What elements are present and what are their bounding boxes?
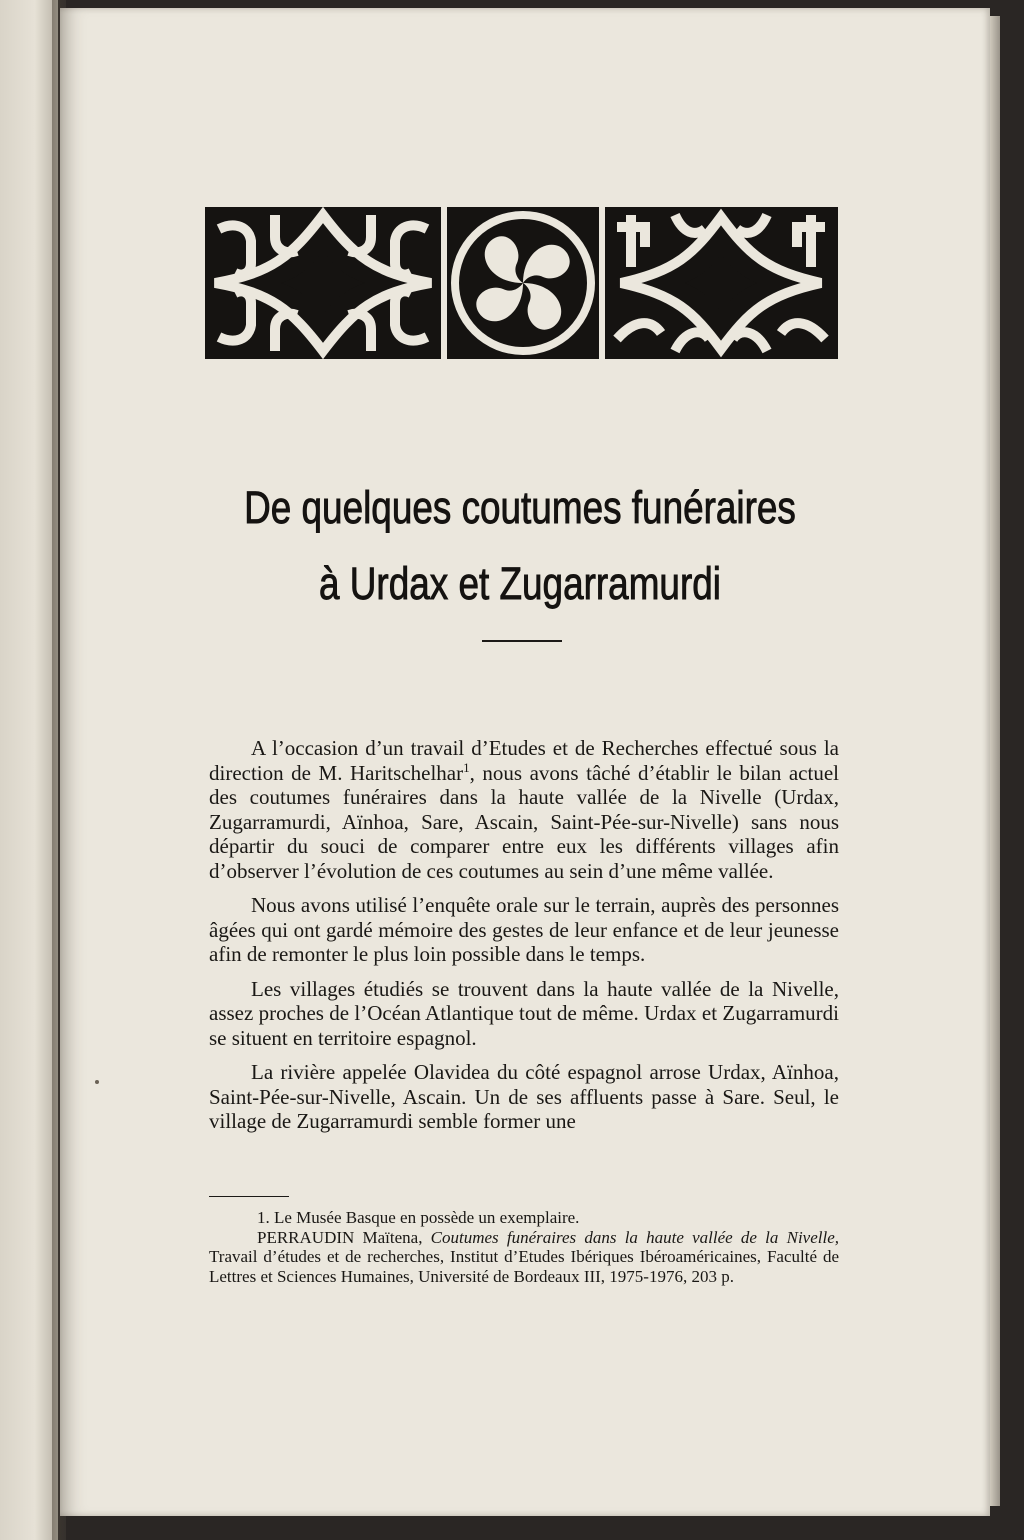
title-line-2: à Urdax et Zugarramurdi	[319, 558, 721, 609]
paragraph-1-text-b: , nous avons tâché d’établir le bilan actuel des coutumes funéraires dans la haute vallée de la Nivelle (Urdax, Zugarramurdi, Aïnhoa, Sare, Ascain, Saint-Pée-sur-Nivelle) sans nous départir du souci de comparer entre eux les différents villages afin d’observer l’évolution de ces coutumes au sein d’une même vallée.	[209, 760, 839, 883]
footnote-2-title: Coutumes funéraires dans la haute vallée de la Nivelle,	[430, 1227, 840, 1247]
footnote-2	[209, 1228, 839, 1287]
paragraph-1	[209, 736, 839, 883]
footnote-rule	[209, 1196, 289, 1197]
footnote-2-details: Travail d’études et de recherches, Institut d’Etudes Ibériques Ibéroaméricaines, Faculté de Lettres et Sciences Humaines, Université de Bordeaux III, 1975-1976, 203 p.	[209, 1247, 839, 1286]
frieze-svg	[205, 207, 838, 359]
footnote-2-author: PERRAUDIN Maïtena,	[257, 1227, 431, 1247]
article-body	[209, 736, 839, 1144]
page-edge	[990, 16, 1000, 1506]
paragraph-3: Les villages étudiés se trouvent dans la haute vallée de la Nivelle, assez proches de l’Océan Atlantique tout de même. Urdax et Zugarramurdi se situent en territoire espagnol.	[209, 976, 839, 1050]
paragraph-1-text-a: A l’occasion d’un travail d’Etudes et de Recherches effectué sous la direction de M. Haritschelhar	[209, 736, 839, 785]
basque-frieze-ornament	[205, 207, 838, 359]
facing-page	[0, 0, 58, 1540]
footnote-1: 1. Le Musée Basque en possède un exemplaire.	[257, 1208, 580, 1227]
title-line-1: De quelques coutumes funéraires	[244, 482, 796, 533]
paragraph-4: La rivière appelée Olavidea du côté espagnol arrose Urdax, Aïnhoa, Saint-Pée-sur-Nivelle, Ascain. Un de ses affluents passe à Sare. Seul, le village de Zugarramurdi semble former une	[209, 1060, 839, 1133]
title-rule	[482, 640, 562, 642]
paragraph-2: Nous avons utilisé l’enquête orale sur le terrain, auprès des personnes âgées qui ont gardé mémoire des gestes de leur enfance et de leur jeunesse afin de remonter le plus loin possible dans le temps.	[209, 893, 839, 966]
footnotes	[209, 1208, 839, 1286]
paper-speck	[95, 1080, 99, 1084]
footnote-ref-1[interactable]: 1	[463, 759, 470, 775]
